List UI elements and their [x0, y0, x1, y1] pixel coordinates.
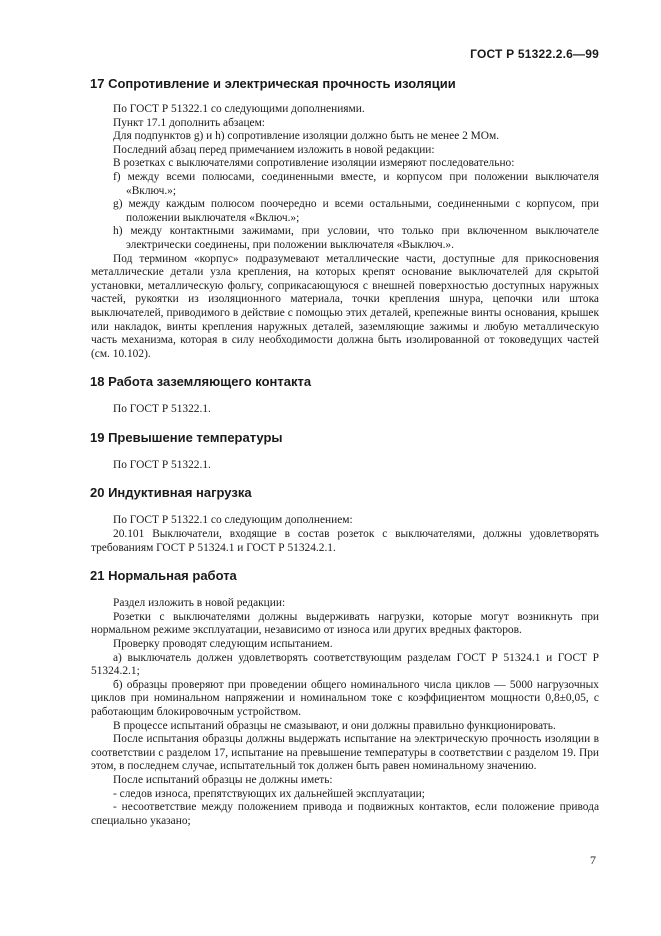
paragraph: - следов износа, препятствующих их дальнейшей эксплуатации;: [113, 787, 425, 800]
paragraph: В процессе испытаний образцы не смазывают, и они должны правильно функционировать.: [113, 719, 556, 732]
section: [91, 76, 599, 361]
section-title: 20 Индуктивная нагрузка: [90, 485, 252, 501]
paragraph: После испытаний образцы не должны иметь:: [113, 773, 333, 786]
paragraph: Пункт 17.1 дополнить абзацем:: [113, 116, 265, 129]
section: [91, 485, 599, 555]
paragraph: 20.101 Выключатели, входящие в состав розеток с выключателями, должны удовлетворять требованиям ГОСТ Р 51324.1 и ГОСТ Р 51324.2.1.: [91, 528, 599, 554]
paragraph: Проверку проводят следующим испытанием.: [113, 638, 333, 651]
paragraph: б) образцы проверяют при проведении общего номинального числа циклов — 5000 нагрузочных циклов при номинальном напряжении и номинальном токе с коэффициентом мощности 0,8±0,05, с работающим блокировочным устройством.: [91, 678, 599, 718]
paragraph: Для подпунктов g) и h) сопротивление изоляции должно быть не менее 2 МОм.: [113, 130, 500, 143]
paragraph: В розетках с выключателями сопротивление изоляции измеряют последовательно:: [113, 157, 515, 170]
paragraph: По ГОСТ Р 51322.1 со следующим дополнением:: [113, 514, 353, 527]
section-title: 21 Нормальная работа: [90, 568, 237, 584]
paragraph: а) выключатель должен удовлетворять соответствующим разделам ГОСТ Р 51324.1 и ГОСТ Р 51324.2.1;: [91, 651, 599, 678]
list-item: f) между всеми полюсами, соединенными вместе, и корпусом при положении выключателя «Включ.»;: [113, 170, 599, 197]
paragraph: - несоответствие между положением привода и подвижных контактов, если положение привода специально указано;: [91, 801, 599, 827]
paragraph: Под термином «корпус» подразумевают металлические части, доступные для прикосновения металлические детали узла крепления, на которых крепят основание выключателей для скрытой установки, металлическую фольгу, соприкасающуюся с внешней поверхностью доступных наружных частей, рукоятки из изоляционного материала, точки крепления шнура, цепочки или штока выключателей, приводимого в действие с помощью этих деталей, крепежные винты основания, крышек или накладок, винты крепления наружных деталей, заземляющие зажимы и любую металлическую часть механизма, которая в силу необходимости должна быть изолированной от токоведущих частей (см. 10.102).: [91, 252, 599, 360]
document-body: [91, 76, 599, 841]
paragraph: После испытания образцы должны выдержать испытание на электрическую прочность изоляции в соответствии с разделом 17, испытание на превышение температуры в соответствии с разделом 19. При этом, в последнем случае, испытательный ток должен быть равен номинальному значению.: [91, 733, 599, 773]
paragraph: По ГОСТ Р 51322.1 со следующими дополнениями.: [113, 103, 365, 115]
list-item: h) между контактными зажимами, при условии, что только при включенном выключателе электрически соединены, при положении выключателя «Выключ.».: [113, 225, 599, 251]
paragraph: По ГОСТ Р 51322.1.: [113, 403, 211, 416]
document-header: ГОСТ Р 51322.2.6—99: [470, 47, 599, 61]
section: [91, 568, 599, 828]
section-title: 19 Превышение температуры: [90, 429, 283, 445]
page-number: 7: [590, 853, 596, 867]
paragraph: Последний абзац перед примечанием изложить в новой редакции:: [113, 143, 435, 156]
paragraph: Раздел изложить в новой редакции:: [113, 597, 286, 610]
section-title: 17 Сопротивление и электрическая прочность изоляции: [90, 76, 456, 91]
section: [91, 374, 599, 417]
section: [91, 430, 599, 473]
paragraph: По ГОСТ Р 51322.1.: [113, 458, 211, 471]
list-item: g) между каждым полюсом поочередно и всеми остальными, соединенными с корпусом, при положении выключателя «Включ.»;: [113, 198, 599, 224]
paragraph: Розетки с выключателями должны выдерживать нагрузки, которые могут возникнуть при нормальном режиме эксплуатации, независимо от износа или других вредных факторов.: [91, 610, 599, 637]
section-title: 18 Работа заземляющего контакта: [90, 374, 312, 390]
